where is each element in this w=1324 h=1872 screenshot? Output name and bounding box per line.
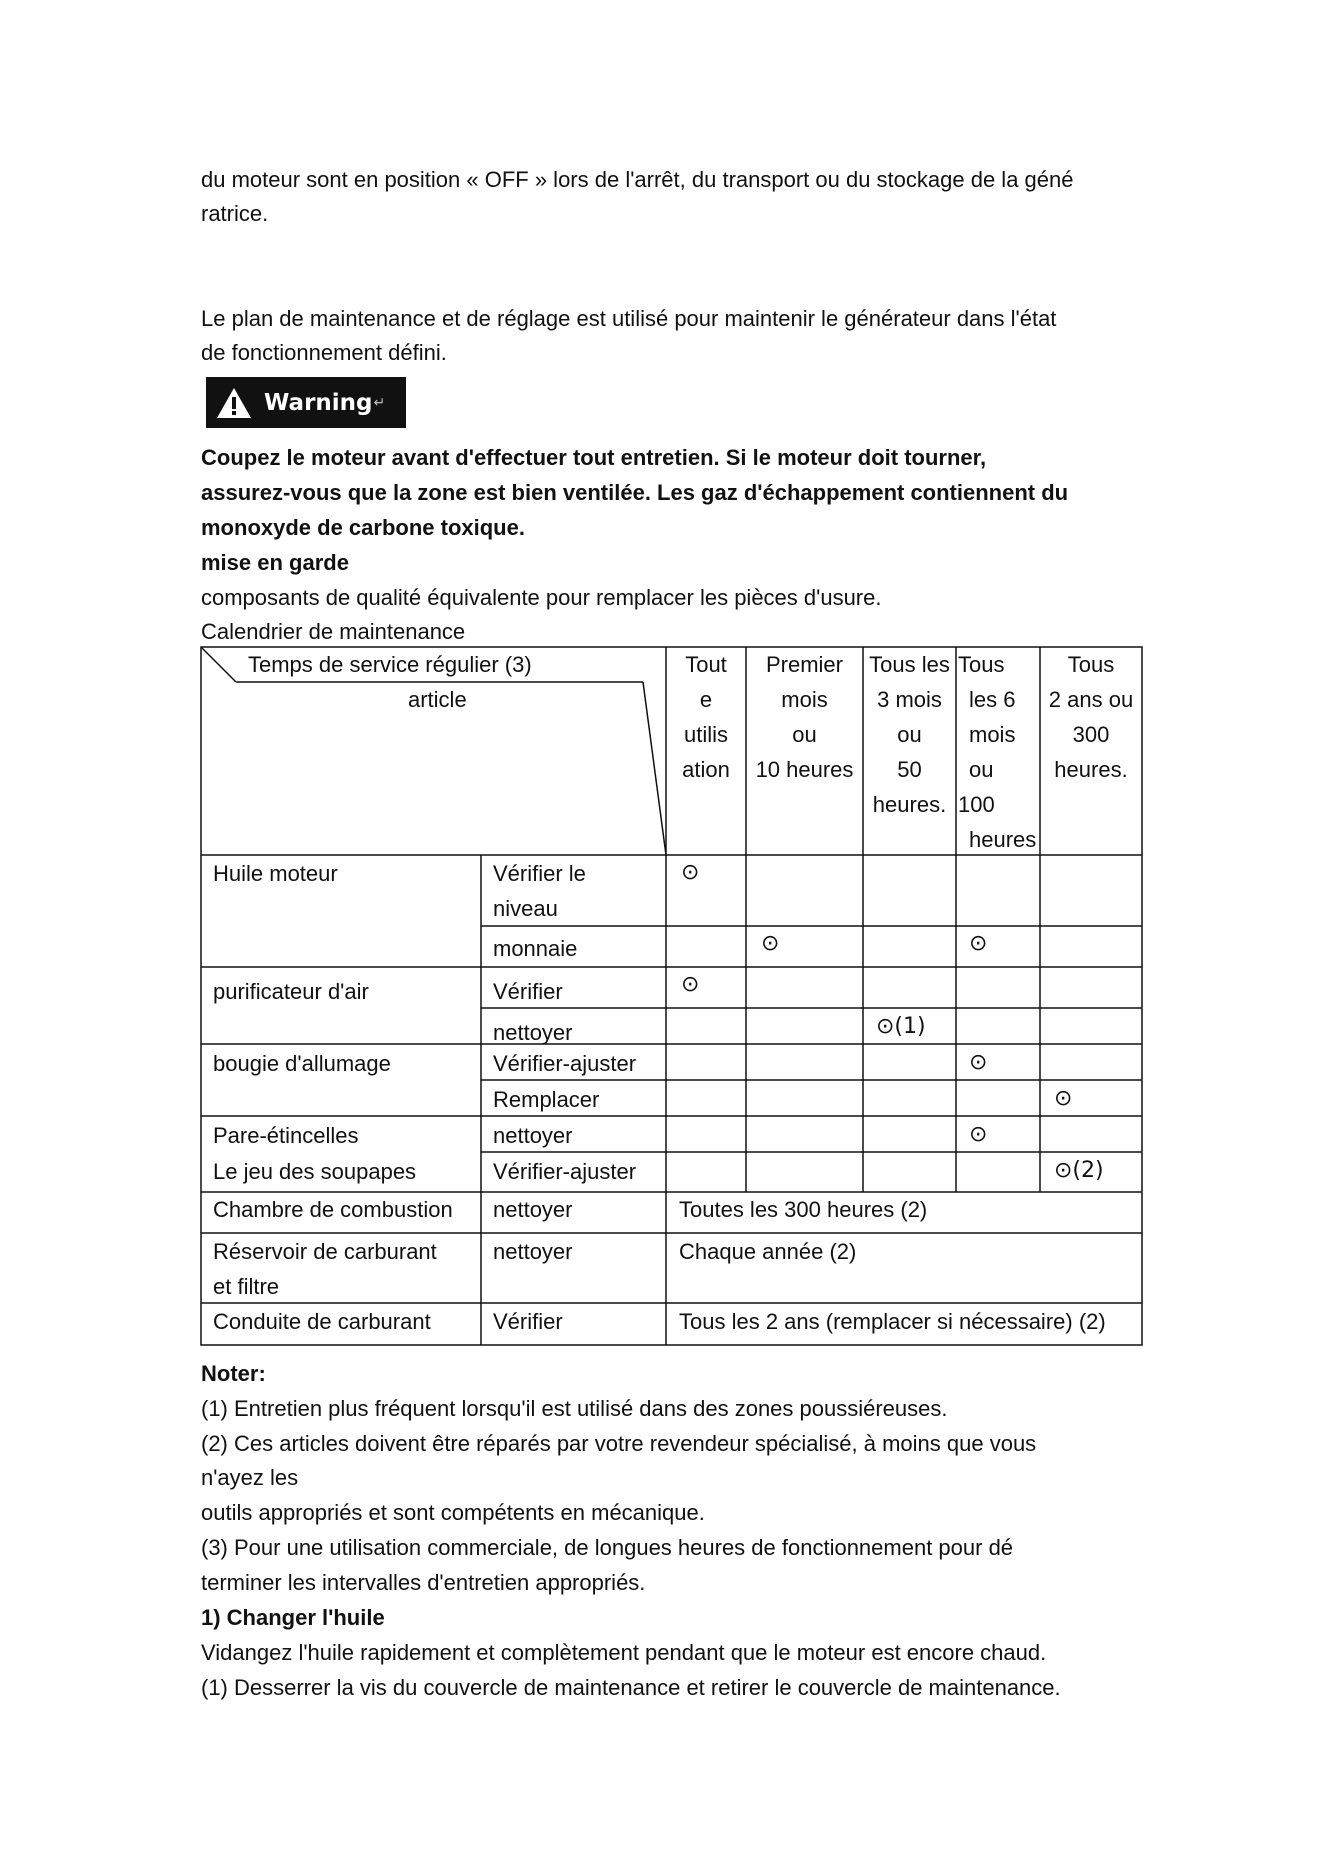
warning-triangle-icon (216, 387, 252, 419)
col2-line: Premier (765, 652, 843, 677)
row-action-check-adjust: Vérifier-ajuster (493, 1051, 637, 1076)
check-mark: ⊙ (969, 1050, 988, 1075)
row-action-replace: Remplacer (493, 1087, 600, 1112)
item-line: Réservoir de carburant (213, 1239, 437, 1264)
row-action-clean: nettoyer (493, 1020, 573, 1045)
row-item-fuel-line: Conduite de carburant (213, 1309, 431, 1334)
note-1: (1) Entretien plus fréquent lorsqu'il est utilisé dans des zones poussiéreuses. (201, 1396, 948, 1421)
col5-line: 300 (1072, 722, 1110, 747)
note-2-line-1: (2) Ces articles doivent être réparés par votre revendeur spécialisé, à moins que vous (201, 1431, 1037, 1456)
note-2-line-3: outils appropriés et sont compétents en mécanique. (201, 1500, 705, 1525)
row-item-fuel-tank (213, 1234, 437, 1304)
note-3-line-1: (3) Pour une utilisation commerciale, de longues heures de fonctionnement pour dé (201, 1535, 1014, 1560)
col2-line: ou (792, 722, 817, 747)
col4-line: heures (969, 827, 1037, 852)
header-col-3-months (863, 647, 956, 822)
col1-line: ation (682, 757, 730, 782)
action-line: niveau (493, 896, 558, 921)
row-action-clean: nettoyer (493, 1239, 573, 1264)
header-service-time: Temps de service régulier (3) (248, 652, 532, 677)
col4-line: Tous (958, 652, 1005, 677)
row-note-2-years: Tous les 2 ans (remplacer si nécessaire) (2) (679, 1309, 1106, 1334)
col3-line: ou (897, 722, 922, 747)
col5-line: Tous (1067, 652, 1115, 677)
intro-line-2: ratrice. (201, 201, 269, 226)
check-mark: ⊙ (969, 931, 988, 956)
col5-line: 2 ans ou (1048, 687, 1134, 712)
warning-text-3: monoxyde de carbone toxique. (201, 515, 525, 540)
plan-line-1: Le plan de maintenance et de réglage est utilisé pour maintenir le générateur dans l'état (201, 306, 1057, 331)
header-col-each-use (666, 647, 746, 787)
warning-label: Warning (264, 389, 373, 416)
action-line: Vérifier le (493, 861, 586, 886)
col1-line: utilis (683, 722, 728, 747)
header-col-6-months (958, 647, 1040, 857)
check-mark: ⊙ (681, 972, 700, 997)
intro-line-1: du moteur sont en position « OFF » lors de l'arrêt, du transport ou du stockage de la géné (201, 167, 1074, 192)
col3-line: heures. (872, 792, 947, 817)
row-note-yearly: Chaque année (2) (679, 1239, 857, 1264)
col1-line: Tout (685, 652, 727, 677)
check-mark-note-2: ⊙(2) (1054, 1158, 1104, 1183)
check-mark: ⊙ (761, 931, 780, 956)
row-note-300-hours: Toutes les 300 heures (2) (679, 1197, 928, 1222)
row-item-air-filter: purificateur d'air (213, 979, 369, 1004)
row-action-check: Vérifier (493, 1309, 563, 1334)
row-item-valve-clearance: Le jeu des soupapes (213, 1159, 417, 1184)
col2-line: mois (781, 687, 828, 712)
warning-badge (206, 377, 406, 428)
caution-heading: mise en garde (201, 550, 349, 575)
col4-line: ou (969, 757, 994, 782)
row-action-check: Vérifier (493, 979, 563, 1004)
col4-line: mois (969, 722, 1016, 747)
return-mark-icon: ↵ (373, 394, 386, 411)
row-action-clean: nettoyer (493, 1123, 573, 1148)
col4-line: les 6 (969, 687, 1016, 712)
check-mark: ⊙ (1054, 1086, 1073, 1111)
note-3-line-2: terminer les intervalles d'entretien appropriés. (201, 1570, 646, 1595)
row-item-engine-oil: Huile moteur (213, 861, 338, 886)
item-line: et filtre (213, 1274, 280, 1299)
row-item-spark-arrester: Pare-étincelles (213, 1123, 359, 1148)
check-mark-note-1: ⊙(1) (876, 1014, 926, 1039)
warning-text-2: assurez-vous que la zone est bien ventilée. Les gaz d'échappement contiennent du (201, 480, 1069, 505)
notes-title: Noter: (201, 1361, 266, 1386)
col3-line: Tous les (869, 652, 950, 677)
note-2-line-2: n'ayez les (201, 1465, 299, 1490)
section-paragraph-1: Vidangez l'huile rapidement et complètement pendant que le moteur est encore chaud. (201, 1640, 1047, 1665)
col5-line: heures. (1054, 757, 1128, 782)
col3-line: 3 mois (877, 687, 942, 712)
col4-line: 100 (958, 792, 995, 817)
header-article: article (408, 687, 467, 712)
section-title: 1) Changer l'huile (201, 1605, 385, 1630)
plan-line-2: de fonctionnement défini. (201, 340, 447, 365)
col3-line: 50 (897, 757, 922, 782)
row-action-check-level (493, 856, 586, 926)
calendar-heading: Calendrier de maintenance (201, 619, 466, 644)
parts-text: composants de qualité équivalente pour remplacer les pièces d'usure. (201, 585, 882, 610)
row-item-spark-plug: bougie d'allumage (213, 1051, 391, 1076)
col1-line: e (699, 687, 713, 712)
row-action-clean: nettoyer (493, 1197, 573, 1222)
col2-line: 10 heures (755, 757, 854, 782)
section-paragraph-2: (1) Desserrer la vis du couvercle de maintenance et retirer le couvercle de maintenance. (201, 1675, 1061, 1700)
row-item-combustion-chamber: Chambre de combustion (213, 1197, 453, 1222)
check-mark: ⊙ (969, 1122, 988, 1147)
warning-text-1: Coupez le moteur avant d'effectuer tout entretien. Si le moteur doit tourner, (201, 445, 987, 470)
check-mark: ⊙ (681, 860, 700, 885)
header-col-2-years (1040, 647, 1142, 787)
row-action-change: monnaie (493, 936, 578, 961)
header-col-first-month (746, 647, 863, 787)
row-action-check-adjust: Vérifier-ajuster (493, 1159, 637, 1184)
